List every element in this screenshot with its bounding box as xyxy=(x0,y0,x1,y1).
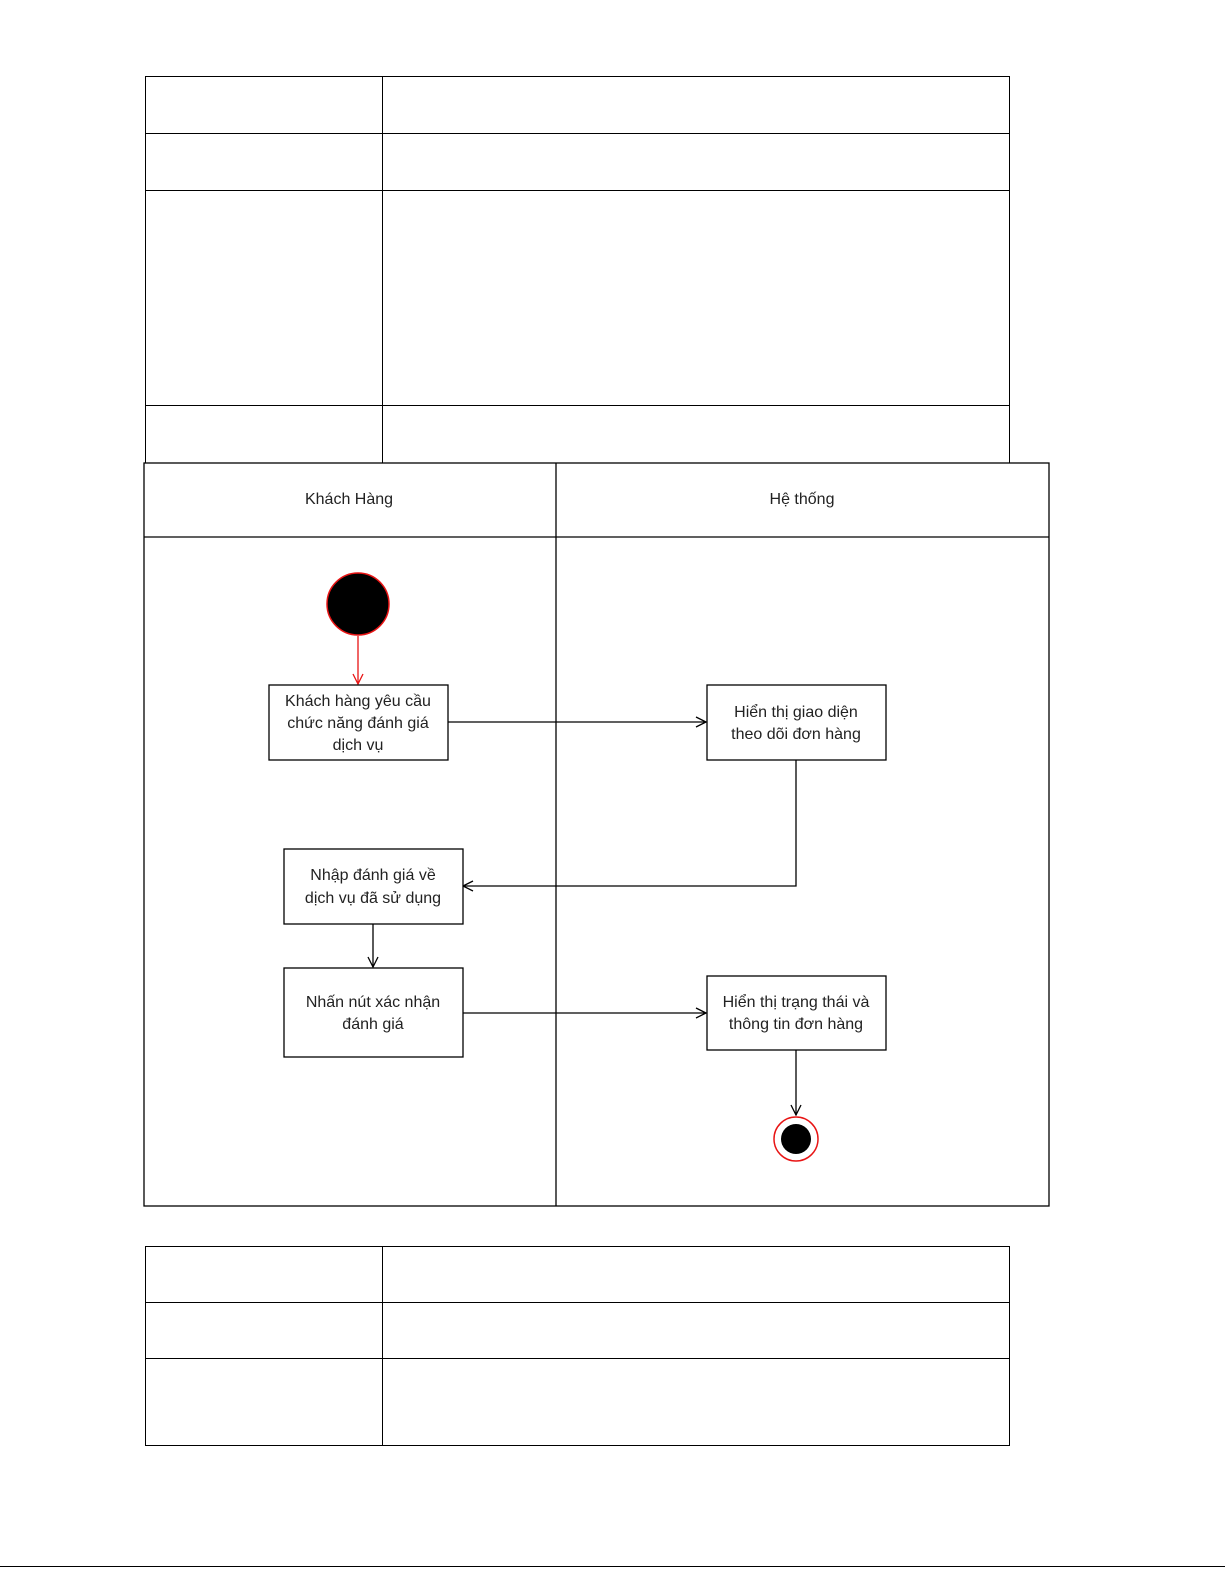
action-enter-review xyxy=(284,849,463,924)
page-bottom-rule xyxy=(0,1566,1225,1567)
action-show-tracking-ui xyxy=(707,685,886,760)
action-label-line: đánh giá xyxy=(342,1016,404,1033)
bottom-table xyxy=(145,1246,1010,1446)
action-label-line: Nhấn nút xác nhận xyxy=(305,994,441,1011)
table-cell xyxy=(146,1303,383,1359)
action-label-line: dịch vụ đã sử dụng xyxy=(304,890,442,907)
action-label-line: theo dõi đơn hàng xyxy=(731,726,861,743)
action-show-status xyxy=(707,976,886,1050)
table-cell xyxy=(383,1303,1010,1359)
action-label-line: dịch vụ xyxy=(332,737,384,754)
table-cell xyxy=(146,1359,383,1446)
table-cell xyxy=(383,1359,1010,1446)
action-label-line: Hiển thị trạng thái và xyxy=(722,994,870,1011)
start-node xyxy=(327,573,389,635)
table-cell xyxy=(383,1247,1010,1303)
action-label-line: thông tin đơn hàng xyxy=(728,1016,864,1033)
swimlane-frame xyxy=(144,463,1049,1206)
action-confirm-review xyxy=(284,968,463,1057)
action-label-line: Nhập đánh giá về xyxy=(310,867,436,884)
lane-title-system: Hệ thống xyxy=(769,491,835,508)
action-label-line: Hiển thị giao diện xyxy=(734,704,858,721)
end-node-core xyxy=(781,1124,811,1154)
table-cell xyxy=(146,1247,383,1303)
action-label-line: Khách hàng yêu cầu xyxy=(285,693,431,710)
lane-title-customer: Khách Hàng xyxy=(304,491,394,508)
action-label-line: chức năng đánh giá xyxy=(287,715,429,732)
